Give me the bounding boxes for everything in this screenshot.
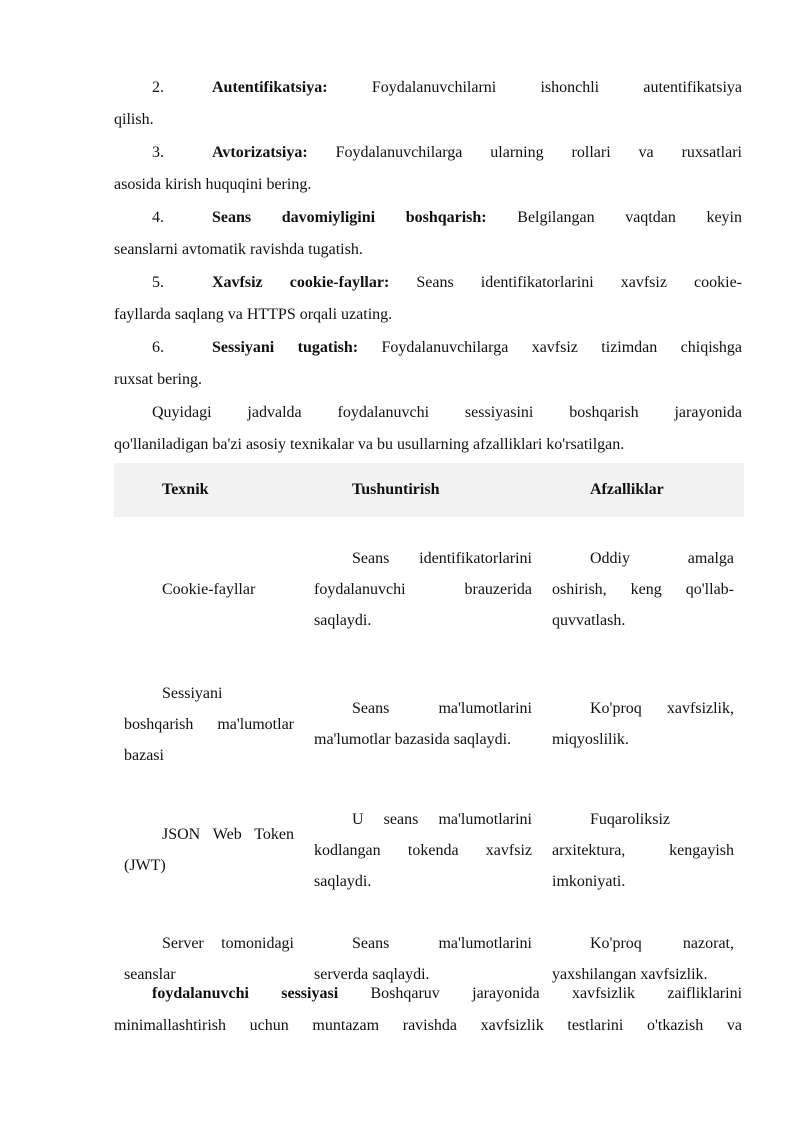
table-row xyxy=(114,787,744,913)
table-cell: Seans ma'lumotlarini serverda saqlaydi. xyxy=(314,935,532,983)
closing-bold-text: foydalanuvchi sessiyasi xyxy=(152,985,339,1002)
list-item-text: Foydalanuvchilarni ishonchli autentifikatsiya xyxy=(371,79,743,96)
intro-paragraph: Quyidagi jadvalda foydalanuvchi sessiyasini boshqarish jarayonida qo'llaniladigan ba'zi asosiy texnikalar va bu usullarning afzalliklari ko'rsatilgan. xyxy=(114,404,742,453)
table-cell: Cookie-fayllar xyxy=(162,580,256,598)
list-item-text: Seans identifikatorlarini xavfsiz cookie- xyxy=(416,274,743,291)
table-cell: Seans identifikatorlarini foydalanuvchi brauzerida saqlaydi. xyxy=(314,549,532,629)
table-header-cell: Tushuntirish xyxy=(304,463,542,517)
list-number: 4. xyxy=(152,209,164,226)
table-cell: Sessiyani boshqarish ma'lumotlar bazasi xyxy=(124,684,294,764)
list-number: 5. xyxy=(152,274,164,291)
list-item-text: Foydalanuvchilarga xavfsiz tizimdan chiqishga xyxy=(381,339,743,356)
table-cell: Fuqaroliksiz arxitektura, kengayish imkoniyati. xyxy=(552,810,734,890)
list-item-text-continued: ruxsat bering. xyxy=(114,371,202,388)
list-number: 2. xyxy=(152,79,164,96)
table-row xyxy=(114,517,744,661)
list-item-secure-cookies xyxy=(114,267,742,331)
table-row xyxy=(114,661,744,787)
table-cell: Ko'proq xavfsizlik, miqyoslilik. xyxy=(552,700,734,748)
list-item-title: Sessiyani tugatish: xyxy=(212,339,359,356)
list-item-text: Belgilangan vaqtdan keyin xyxy=(517,209,743,226)
list-item-text-continued: fayllarda saqlang va HTTPS orqali uzating. xyxy=(114,306,393,323)
list-item-title: Xavfsiz cookie-fayllar: xyxy=(212,274,390,291)
table-cell: JSON Web Token (JWT) xyxy=(124,826,294,874)
list-item-session-duration xyxy=(114,202,742,266)
table-cell: Ko'proq nazorat, yaxshilangan xavfsizlik. xyxy=(552,935,734,983)
table-header-row xyxy=(114,463,744,517)
list-item-text: Foydalanuvchilarga ularning rollari va ruxsatlari xyxy=(335,144,742,161)
table-cell: Oddiy amalga oshirish, keng qo'llab-quvvatlash. xyxy=(552,549,734,629)
closing-paragraph: foydalanuvchi sessiyasi Boshqaruv jarayonida xavfsizlik zaifliklarini minimallashtirish uchun muntazam ravishda xavfsizlik testlarini o'tkazish va xyxy=(114,985,743,1034)
list-item-text-continued: seanslarni avtomatik ravishda tugatish. xyxy=(114,241,363,258)
table-cell: Seans ma'lumotlarini ma'lumotlar bazasida saqlaydi. xyxy=(314,700,532,748)
list-item-title: Avtorizatsiya: xyxy=(212,144,308,161)
list-item-session-logout xyxy=(114,332,742,396)
table-header-cell: Afzalliklar xyxy=(542,463,744,517)
list-number: 6. xyxy=(152,339,164,356)
table-cell: U seans ma'lumotlarini kodlangan tokenda xavfsiz saqlaydi. xyxy=(314,810,532,890)
table-cell: Server tomonidagi seanslar xyxy=(124,935,294,983)
list-item-title: Autentifikatsiya: xyxy=(212,79,328,96)
list-number: 3. xyxy=(152,144,164,161)
techniques-table xyxy=(114,463,744,1005)
list-item-authentication xyxy=(114,72,742,136)
list-item-title: Seans davomiyligini boshqarish: xyxy=(212,209,487,226)
list-item-authorization xyxy=(114,137,742,201)
table-header-cell: Texnik xyxy=(114,463,304,517)
list-item-text-continued: qilish. xyxy=(114,111,154,128)
list-item-text-continued: asosida kirish huquqini bering. xyxy=(114,176,312,193)
